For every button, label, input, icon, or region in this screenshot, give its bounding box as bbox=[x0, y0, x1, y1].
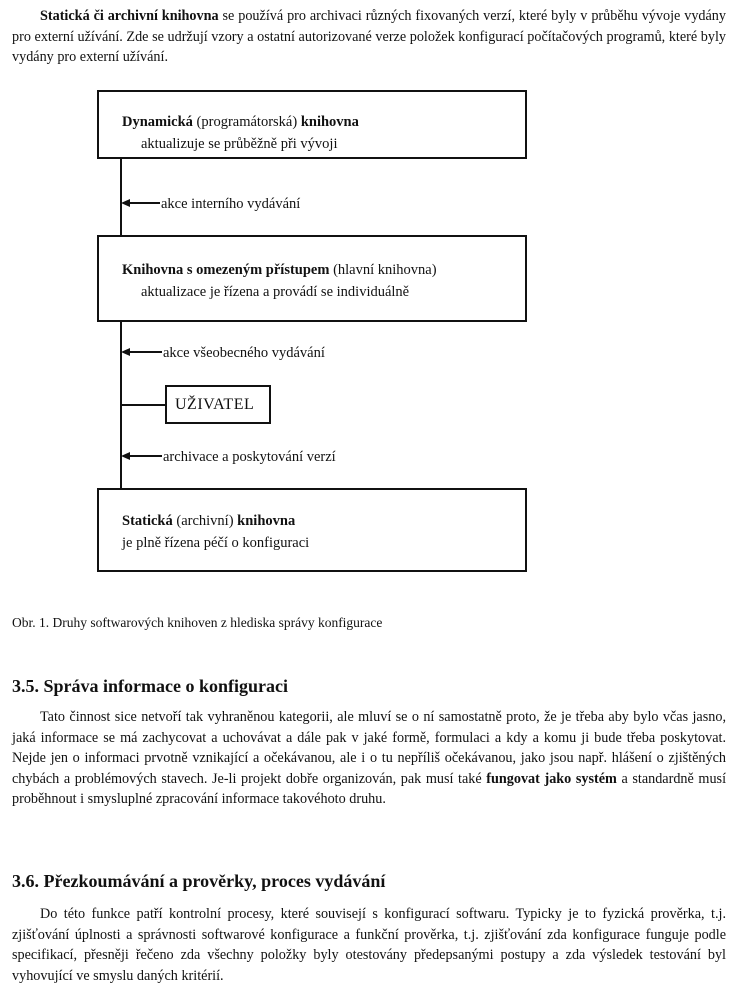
user-connector bbox=[121, 404, 165, 406]
dynamic-library-desc: aktualizuje se průběžně při vývoji bbox=[141, 136, 338, 152]
static-library-desc: je plně řízena péčí o konfiguraci bbox=[122, 535, 310, 551]
arrow-2-label: akce všeobecného vydávání bbox=[163, 345, 325, 361]
section-3-6-paragraph: Do této funkce patří kontrolní procesy, které souvisejí s konfigurací softwaru. Typicky je to fyzická prověrka, t.j. zjišťování úplnosti a správnosti softwarové konfigurace a funkční prověrka, t.j. zjišťování zda konfigurace funguje podle specifikací, přesněji řečeno zda všechny položky byly otestovány předepsanými postupy a zda výsledek testování byl vyhovující ve smyslu daných kritérií. bbox=[12, 906, 726, 984]
section-3-5-heading: 3.5. Správa informace o konfiguraci bbox=[12, 676, 288, 696]
dynamic-library-title: Dynamická (programátorská) knihovna bbox=[122, 114, 359, 130]
intro-text: se používá pro archivaci různých fixovaných verzí, které byly v průběhu vývoje vydány pro externí užívání. Zde se udržují vzory a ostatní autorizované verze položek konfigurací počítačových programů, které byly vydány pro externí užívání. bbox=[12, 8, 726, 65]
static-library-title: Statická (archivní) knihovna bbox=[122, 513, 296, 529]
restricted-library-title: Knihovna s omezeným přístupem (hlavní knihovna) bbox=[122, 262, 437, 278]
user-box bbox=[165, 385, 271, 424]
arrow-3-label: archivace a poskytování verzí bbox=[163, 449, 336, 465]
intro-bold-lead: Statická či archivní knihovna bbox=[40, 8, 219, 24]
section-3-5-bold: fungovat jako systém bbox=[486, 770, 617, 787]
figure-caption: Obr. 1. Druhy softwarových knihoven z hlediska správy konfigurace bbox=[12, 615, 383, 630]
section-3-6-heading: 3.6. Přezkoumávání a prověrky, proces vydávání bbox=[12, 871, 386, 891]
arrow-1-label: akce interního vydávání bbox=[161, 196, 301, 212]
static-library-box bbox=[97, 488, 527, 572]
intro-paragraph bbox=[12, 6, 726, 68]
dynamic-library-box bbox=[97, 90, 527, 159]
arrow-2-shaft bbox=[128, 351, 162, 353]
arrow-1-shaft bbox=[128, 202, 160, 204]
user-box-label: UŽIVATEL bbox=[175, 396, 255, 413]
arrow-3-shaft bbox=[128, 455, 162, 457]
diagram-connector-line bbox=[120, 158, 122, 490]
section-3-5-paragraph: Tato činnost sice netvoří tak vyhraněnou kategorii, ale mluví se o ní samostatně proto, že je třeba aby bylo včas jasno, jaká informace se má zachycovat a uchovávat a dále pak v jaké formě, formulaci a kdy a komu ji bude třeba poskytovat. Nejde jen o informaci prvotně vznikající a očekávanou, ale i o tu nepříliš očekávanou, jako jsou např. hlášení o zjištěných chybách a problémových stavech. Je-li projekt dobře organizován, pak musí také fungovat jako systém a standardně musí proběhnout i smysluplné zpracování informace takovéhoto druhu. bbox=[12, 709, 727, 807]
restricted-library-desc: aktualizace je řízena a provádí se individuálně bbox=[141, 284, 410, 300]
restricted-library-box bbox=[97, 235, 527, 322]
